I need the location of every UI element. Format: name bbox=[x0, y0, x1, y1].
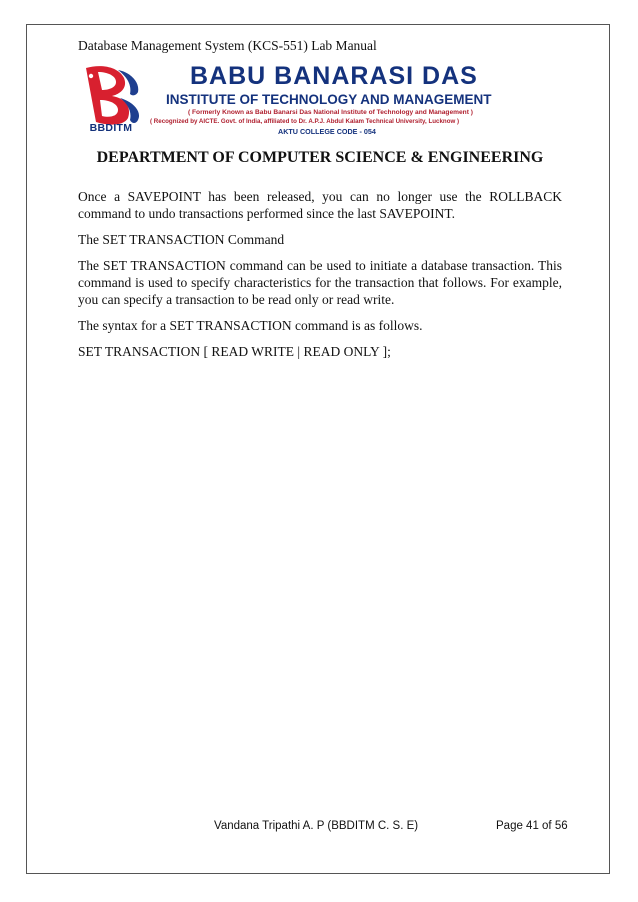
department-heading: DEPARTMENT OF COMPUTER SCIENCE & ENGINEERING bbox=[96, 149, 544, 166]
college-code: AKTU COLLEGE CODE - 054 bbox=[278, 127, 376, 136]
institute-banner bbox=[78, 62, 562, 140]
manual-title: Database Management System (KCS-551) Lab Manual bbox=[78, 38, 377, 53]
institute-formerly: ( Formerly Known as Babu Banarsi Das National Institute of Technology and Management ) bbox=[188, 109, 473, 116]
footer-author: Vandana Tripathi A. P (BBDITM C. S. E) bbox=[214, 820, 419, 832]
institute-recognition: ( Recognized by AICTE. Govt. of India, affiliated to Dr. A.P.J. Abdul Kalam Technical University, Lucknow ) bbox=[150, 118, 460, 125]
section-title-set-transaction: The SET TRANSACTION Command bbox=[78, 232, 285, 247]
paragraph-set-transaction: The SET TRANSACTION command can be used to initiate a database transaction. This command is used to specify characteristics for the transaction that follows. For example, you can specify a transaction to be read only or read write. bbox=[78, 258, 562, 307]
institute-subtitle: INSTITUTE OF TECHNOLOGY AND MANAGEMENT bbox=[166, 92, 492, 107]
paragraph-syntax-intro: The syntax for a SET TRANSACTION command is as follows. bbox=[78, 318, 423, 333]
footer-page-number: Page 41 of 56 bbox=[496, 820, 568, 832]
body-content bbox=[78, 188, 562, 369]
syntax-line: SET TRANSACTION [ READ WRITE | READ ONLY ]; bbox=[78, 344, 391, 359]
logo-caption: BBDITM bbox=[89, 122, 133, 134]
paragraph-savepoint: Once a SAVEPOINT has been released, you can no longer use the ROLLBACK command to undo transactions performed since the last SAVEPOINT. bbox=[78, 189, 562, 221]
institute-name: BABU BANARASI DAS bbox=[190, 62, 478, 90]
